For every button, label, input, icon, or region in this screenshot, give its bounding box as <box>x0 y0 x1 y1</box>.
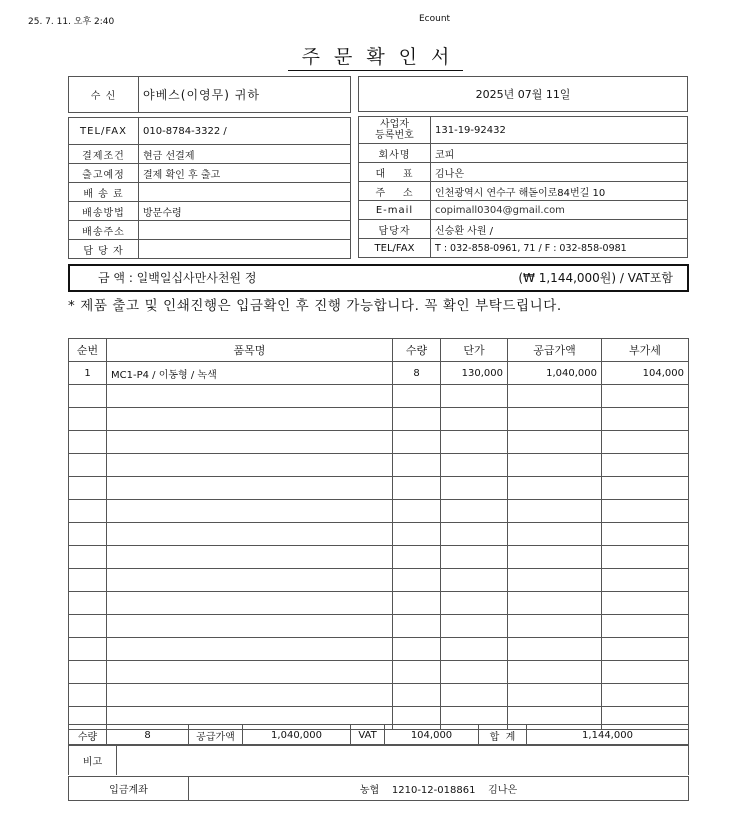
empty-cell <box>393 592 441 615</box>
empty-cell <box>69 546 107 569</box>
empty-cell <box>107 592 393 615</box>
amount-value: (₩ 1,144,000원) / VAT포함 <box>518 271 673 285</box>
empty-cell <box>107 615 393 638</box>
empty-cell <box>441 431 508 454</box>
remarks-value <box>117 745 689 776</box>
supplier-row-label: E-mail <box>359 201 431 220</box>
empty-cell <box>441 477 508 500</box>
empty-cell <box>107 454 393 477</box>
bank-label: 입금계좌 <box>69 777 189 801</box>
supplier-row-label: 대 표 <box>359 163 431 182</box>
empty-cell <box>393 477 441 500</box>
empty-cell <box>441 408 508 431</box>
empty-cell <box>107 385 393 408</box>
empty-cell <box>107 477 393 500</box>
recipient-row-label: 출고예정 <box>69 164 139 183</box>
empty-table-row <box>69 431 689 454</box>
amount-box <box>68 264 689 292</box>
empty-cell <box>441 661 508 684</box>
supplier-email: copimall0304@gmail.com <box>431 201 688 220</box>
page-title <box>0 42 751 71</box>
empty-cell <box>69 661 107 684</box>
empty-cell <box>508 661 602 684</box>
supplier-row-value: T : 032-858-0961, 71 / F : 032-858-0981 <box>431 239 688 258</box>
sum-supply-label: 공급가액 <box>189 725 243 746</box>
empty-cell <box>602 569 689 592</box>
bank-value: 농협 1210-12-018861 김나은 <box>189 777 689 801</box>
empty-cell <box>393 615 441 638</box>
empty-cell <box>441 454 508 477</box>
sum-qty-label: 수량 <box>69 725 107 746</box>
empty-cell <box>441 569 508 592</box>
empty-cell <box>441 500 508 523</box>
recipient-row-label: 배 송 료 <box>69 183 139 202</box>
empty-cell <box>602 615 689 638</box>
empty-cell <box>602 408 689 431</box>
empty-table-row <box>69 546 689 569</box>
recipient-row-label: 배송주소 <box>69 221 139 240</box>
recipient-row-value: 010-8784-3322 / <box>139 118 351 145</box>
sum-total-label: 합 계 <box>479 725 527 746</box>
item-name: MC1-P4 / 이동형 / 녹색 <box>107 362 393 385</box>
empty-cell <box>508 431 602 454</box>
summary-table <box>68 724 689 746</box>
empty-cell <box>602 523 689 546</box>
item-no: 1 <box>69 362 107 385</box>
empty-cell <box>69 408 107 431</box>
empty-cell <box>393 431 441 454</box>
empty-cell <box>69 500 107 523</box>
empty-table-row <box>69 592 689 615</box>
bank-table <box>68 776 689 801</box>
empty-cell <box>508 684 602 707</box>
empty-cell <box>69 454 107 477</box>
supplier-row-label: 회사명 <box>359 144 431 163</box>
recipient-row-label: 결제조건 <box>69 145 139 164</box>
empty-cell <box>441 523 508 546</box>
empty-cell <box>441 615 508 638</box>
empty-table-row <box>69 638 689 661</box>
empty-table-row <box>69 500 689 523</box>
biz-number-label <box>359 117 431 144</box>
empty-cell <box>107 523 393 546</box>
empty-table-row <box>69 523 689 546</box>
item-price: 130,000 <box>441 362 508 385</box>
empty-cell <box>69 523 107 546</box>
empty-cell <box>508 477 602 500</box>
col-header-supply: 공급가액 <box>508 339 602 362</box>
empty-cell <box>508 408 602 431</box>
biz-label-line-2: 등록번호 <box>375 130 414 141</box>
empty-cell <box>107 546 393 569</box>
recipient-row-value <box>139 221 351 240</box>
empty-cell <box>508 569 602 592</box>
print-datetime: 25. 7. 11. 오후 2:40 <box>28 17 115 27</box>
empty-cell <box>393 500 441 523</box>
empty-cell <box>508 592 602 615</box>
empty-cell <box>602 661 689 684</box>
item-qty: 8 <box>393 362 441 385</box>
empty-cell <box>107 638 393 661</box>
recipient-row-label: 담 당 자 <box>69 240 139 259</box>
col-header-price: 단가 <box>441 339 508 362</box>
empty-cell <box>441 385 508 408</box>
recipient-row-label: TEL/FAX <box>69 118 139 145</box>
recipient-table <box>68 76 351 259</box>
empty-cell <box>69 477 107 500</box>
empty-cell <box>107 569 393 592</box>
item-vat: 104,000 <box>602 362 689 385</box>
col-header-no: 순번 <box>69 339 107 362</box>
empty-cell <box>69 615 107 638</box>
recipient-row-value: 현금 선결제 <box>139 145 351 164</box>
empty-cell <box>69 385 107 408</box>
empty-table-row <box>69 569 689 592</box>
empty-cell <box>602 431 689 454</box>
empty-cell <box>441 546 508 569</box>
empty-cell <box>107 684 393 707</box>
items-table <box>68 338 689 730</box>
item-supply: 1,040,000 <box>508 362 602 385</box>
empty-cell <box>393 454 441 477</box>
empty-cell <box>508 523 602 546</box>
remarks-table <box>68 744 689 775</box>
empty-table-row <box>69 385 689 408</box>
recipient-row-value: 방문수령 <box>139 202 351 221</box>
empty-table-row <box>69 477 689 500</box>
empty-cell <box>107 661 393 684</box>
empty-cell <box>602 546 689 569</box>
empty-cell <box>107 500 393 523</box>
supplier-row-value: 김나은 <box>431 163 688 182</box>
recipient-label: 수 신 <box>69 77 139 113</box>
empty-cell <box>393 569 441 592</box>
empty-cell <box>602 454 689 477</box>
amount-text: 금 액 : 일백일십사만사천원 정 <box>98 271 257 285</box>
empty-cell <box>602 638 689 661</box>
recipient-row-value <box>139 240 351 259</box>
recipient-row-label: 배송방법 <box>69 202 139 221</box>
notice-text: * 제품 출고 및 인쇄진행은 입금확인 후 진행 가능합니다. 꼭 확인 부탁드립니다. <box>68 298 562 314</box>
sum-qty: 8 <box>107 725 189 746</box>
empty-table-row <box>69 661 689 684</box>
empty-cell <box>393 684 441 707</box>
supplier-row-value: 코피 <box>431 144 688 163</box>
empty-cell <box>69 638 107 661</box>
empty-cell <box>441 684 508 707</box>
recipient-name: 야베스(이영무) 귀하 <box>139 77 351 113</box>
empty-cell <box>602 477 689 500</box>
supplier-row-value: 신승환 사원 / <box>431 220 688 239</box>
empty-cell <box>508 638 602 661</box>
sum-vat-label: VAT <box>351 725 385 746</box>
sum-supply: 1,040,000 <box>243 725 351 746</box>
supplier-row-value: 인천광역시 연수구 해돋이로84번길 10 <box>431 182 688 201</box>
page-title-text: 주문확인서 <box>288 42 464 71</box>
empty-cell <box>393 385 441 408</box>
empty-cell <box>393 523 441 546</box>
empty-cell <box>69 592 107 615</box>
empty-cell <box>602 592 689 615</box>
empty-cell <box>69 431 107 454</box>
col-header-vat: 부가세 <box>602 339 689 362</box>
empty-cell <box>508 615 602 638</box>
empty-table-row <box>69 684 689 707</box>
empty-cell <box>508 500 602 523</box>
col-header-qty: 수량 <box>393 339 441 362</box>
sum-total: 1,144,000 <box>527 725 689 746</box>
empty-cell <box>393 408 441 431</box>
table-row <box>69 362 689 385</box>
order-date: 2025년 07월 11일 <box>359 77 688 112</box>
empty-cell <box>508 385 602 408</box>
remarks-label: 비고 <box>69 745 117 776</box>
empty-table-row <box>69 454 689 477</box>
empty-table-row <box>69 408 689 431</box>
sum-vat: 104,000 <box>385 725 479 746</box>
empty-cell <box>508 546 602 569</box>
biz-number: 131-19-92432 <box>431 117 688 144</box>
recipient-row-value <box>139 183 351 202</box>
empty-cell <box>602 684 689 707</box>
supplier-row-label: 담당자 <box>359 220 431 239</box>
empty-cell <box>69 569 107 592</box>
supplier-row-label: TEL/FAX <box>359 239 431 258</box>
empty-cell <box>107 431 393 454</box>
supplier-table <box>358 76 688 258</box>
empty-cell <box>107 408 393 431</box>
empty-cell <box>441 592 508 615</box>
col-header-name: 품목명 <box>107 339 393 362</box>
empty-cell <box>393 546 441 569</box>
empty-table-row <box>69 615 689 638</box>
empty-cell <box>602 500 689 523</box>
supplier-row-label: 주 소 <box>359 182 431 201</box>
biz-label-line-1: 사업자 <box>380 119 409 130</box>
empty-cell <box>393 638 441 661</box>
recipient-row-value: 결제 확인 후 출고 <box>139 164 351 183</box>
empty-cell <box>69 684 107 707</box>
empty-cell <box>602 385 689 408</box>
empty-cell <box>393 661 441 684</box>
empty-cell <box>441 638 508 661</box>
app-name: Ecount <box>419 14 451 24</box>
empty-cell <box>508 454 602 477</box>
